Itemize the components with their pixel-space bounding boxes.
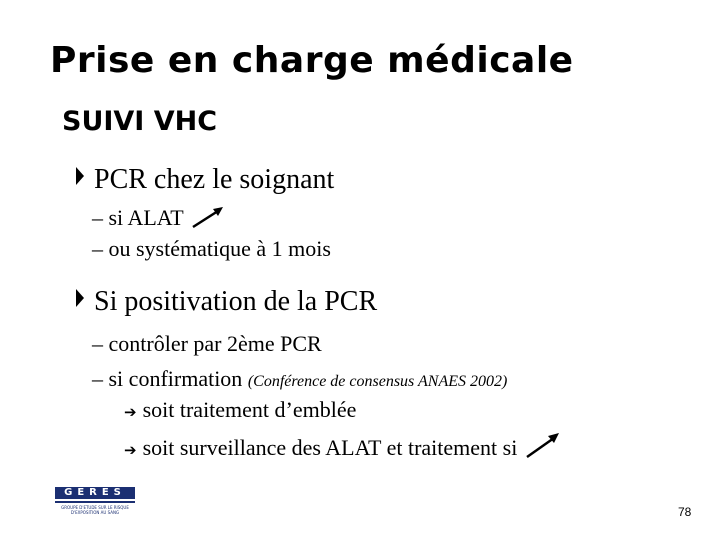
bullet-2-item-2 — [92, 366, 507, 392]
geres-logo — [55, 487, 135, 515]
bullet-2-subitem-1-text: soit traitement d’emblée — [142, 397, 357, 422]
bullet-2-item-2-text: – si confirmation — [92, 366, 243, 391]
slide-title: Prise en charge médicale — [50, 40, 574, 81]
bullet-2 — [76, 286, 377, 318]
right-arrow-icon: ➔ — [124, 441, 137, 459]
bullet-1-item-2: – ou systématique à 1 mois — [92, 236, 331, 261]
logo-text-line2: D'EXPOSITION AU SANG — [70, 510, 120, 515]
bullet-2-text: Si positivation de la PCR — [94, 286, 378, 317]
bullet-2-subitem-1 — [124, 397, 356, 423]
bullet-1-item-1 — [92, 205, 225, 231]
right-arrow-icon: ➔ — [124, 403, 137, 421]
logo-divider — [55, 501, 135, 503]
bullet-2-subitem-2 — [124, 431, 561, 461]
logo-name: GERES — [55, 487, 135, 499]
page-number: 78 — [678, 505, 692, 519]
reference-note: (Conférence de consensus ANAES 2002) — [247, 373, 508, 390]
bullet-2-item-1: – contrôler par 2ème PCR — [92, 331, 322, 356]
triangle-bullet-icon — [76, 167, 84, 185]
bullet-1 — [76, 164, 334, 196]
bullet-1-text: PCR chez le soignant — [94, 164, 335, 195]
bullet-1-item-1-text: – si ALAT — [92, 205, 184, 230]
increase-arrow-icon — [191, 205, 225, 229]
triangle-bullet-icon — [76, 289, 84, 307]
bullet-2-subitem-2-text: soit surveillance des ALAT et traitement si — [142, 435, 518, 460]
slide-subtitle: SUIVI VHC — [62, 106, 218, 137]
increase-arrow-icon — [525, 431, 561, 459]
logo-text-line1: GROUPE D'ETUDE SUR LE RISQUE — [61, 505, 129, 510]
